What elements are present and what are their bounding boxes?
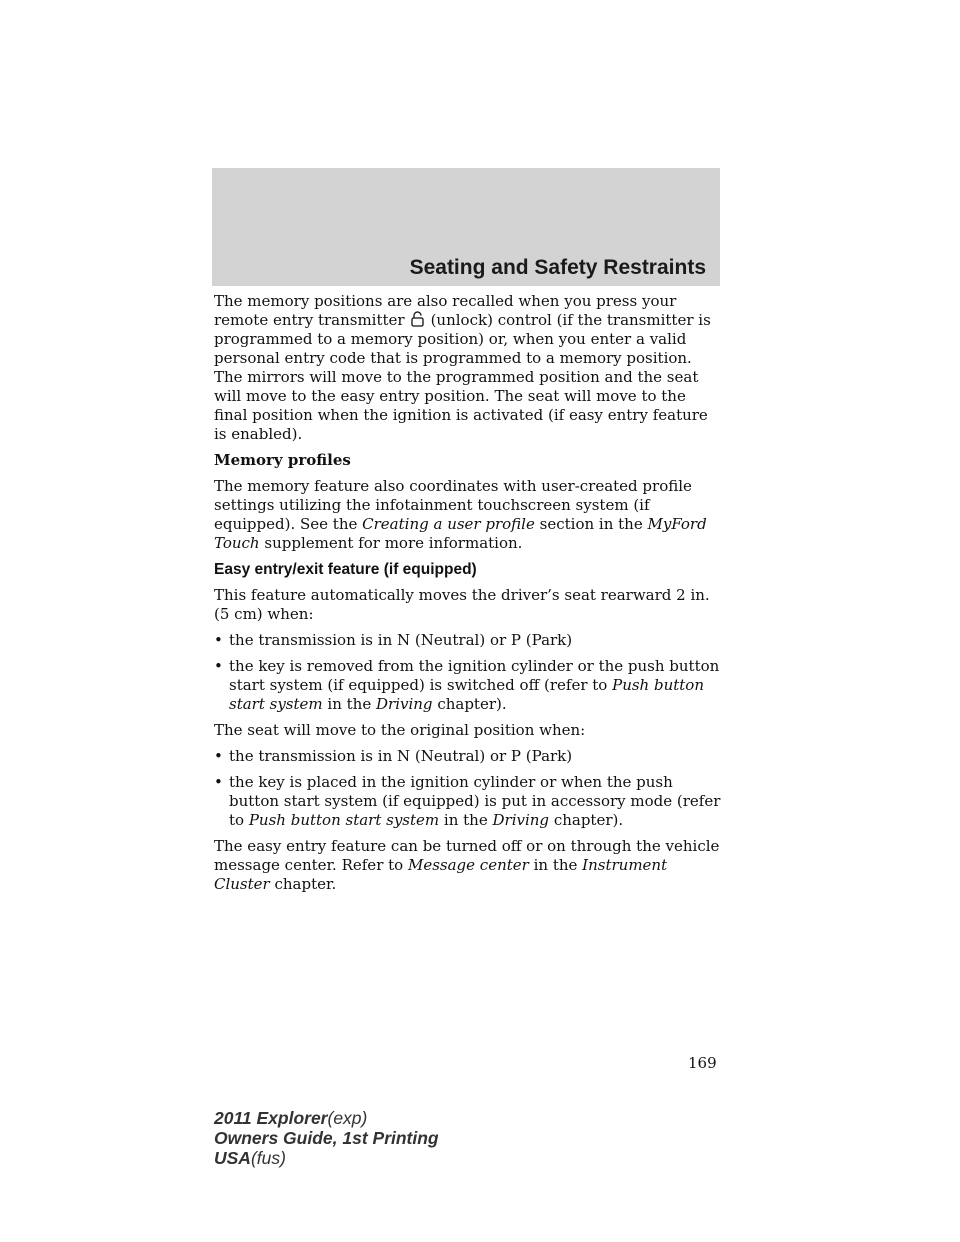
reference-push-button-start: Push button start system: [229, 676, 704, 713]
bullet-icon: •: [214, 631, 223, 649]
bullet-icon: •: [214, 657, 223, 675]
list-item: • the transmission is in N (Neutral) or P (Park): [214, 631, 573, 649]
paragraph-memory-profiles: The memory feature also coordinates with user-created profile settings utilizing the infotainment touchscreen system (if equipped). See the Creating a user profile section in the MyFord Touch supplement for more information.: [214, 477, 707, 552]
list-item: • the key is placed in the ignition cylinder or when the push button start system (if equipped) is put in accessory mode (refer to Push button start system in the Driving chapter).: [214, 773, 721, 829]
reference-myford-touch: MyFord Touch: [214, 515, 707, 552]
footer-line-guide: Owners Guide, 1st Printing: [214, 1128, 439, 1148]
reference-instrument-cluster: Instrument Cluster: [214, 856, 668, 893]
bullet-list-rearward: [214, 631, 722, 714]
bullet-icon: •: [214, 747, 223, 765]
reference-driving: Driving: [492, 811, 550, 829]
paragraph-memory-recall: The memory positions are also recalled when you press your remote entry transmitter (unlock) control (if the transmitter is programmed to a memory position) or, when you enter a valid personal entry code that is programmed to a memory position. The mirrors will move to the programmed position and the seat will move to the easy entry position. The seat will move to the final position when the ignition is activated (if easy entry feature is enabled).: [214, 292, 711, 443]
paragraph-original-position: The seat will move to the original position when:: [214, 721, 586, 739]
paragraph-easy-entry-intro: This feature automatically moves the driver’s seat rearward 2 in. (5 cm) when:: [214, 586, 710, 623]
bullet-list-original: [214, 747, 722, 830]
page-content: [214, 292, 722, 901]
reference-creating-user-profile: Creating a user profile: [362, 515, 535, 533]
page-number: 169: [688, 1054, 717, 1072]
section-title: Seating and Safety Restraints: [409, 256, 706, 279]
list-item: • the transmission is in N (Neutral) or P (Park): [214, 747, 573, 765]
paragraph-message-center: The easy entry feature can be turned off or on through the vehicle message center. Refer to Message center in the Instrument Cluster chapter.: [214, 837, 720, 893]
heading-easy-entry: Easy entry/exit feature (if equipped): [214, 561, 477, 578]
bullet-icon: •: [214, 773, 223, 791]
footer-line-vehicle: 2011 Explorer(exp): [214, 1108, 368, 1128]
list-item: • the key is removed from the ignition cylinder or the push button start system (if equipped) is switched off (refer to Push button start system in the Driving chapter).: [214, 657, 720, 713]
footer-imprint: [214, 1108, 439, 1168]
reference-push-button-start: Push button start system: [248, 811, 440, 829]
heading-memory-profiles: Memory profiles: [214, 451, 351, 469]
unlock-icon: [409, 311, 427, 327]
reference-message-center: Message center: [407, 856, 529, 874]
reference-driving: Driving: [376, 695, 433, 713]
footer-line-market: USA(fus): [214, 1148, 286, 1168]
section-header-band: [212, 168, 720, 286]
